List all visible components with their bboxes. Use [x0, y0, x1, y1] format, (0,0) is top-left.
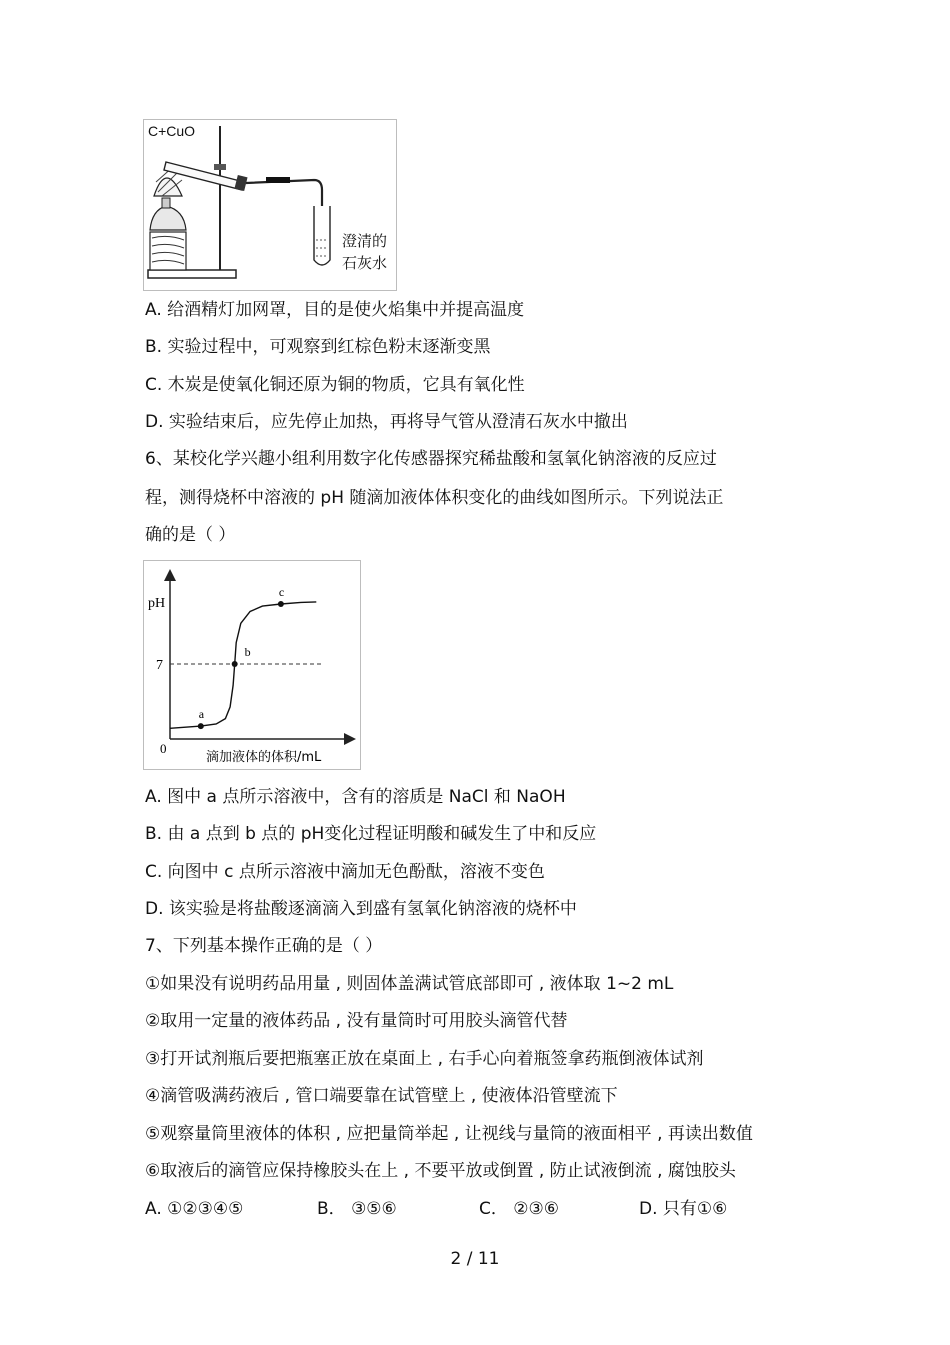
q6-stem-line2: 程，测得烧杯中溶液的 pH 随滴加液体体积变化的曲线如图所示。下列说法正 [145, 488, 724, 508]
point-label-b: b [244, 645, 251, 659]
reagent-label: C+CuO [148, 123, 196, 139]
q5-option-b: B. 实验过程中，可观察到红棕色粉末逐渐变黑 [145, 337, 491, 357]
ph-chart-svg [144, 561, 360, 769]
ph7-label: 7 [156, 658, 163, 673]
apparatus-drawing [144, 120, 396, 290]
solution-label-line1: 澄清的 [342, 232, 388, 250]
q7-item-1: ①如果没有说明药品用量 , 则固体盖满试管底部即可 , 液体取 1~2 mL [145, 974, 674, 994]
solution-label-line2: 石灰水 [342, 254, 388, 272]
q7-option-c: C． ②③⑥ [479, 1199, 559, 1219]
q7-option-b: B． ③⑤⑥ [317, 1199, 397, 1219]
apparatus-figure [143, 119, 397, 291]
q6-stem-line3: 确的是（ ） [145, 525, 236, 545]
q6-option-a: A. 图中 a 点所示溶液中，含有的溶质是 NaCl 和 NaOH [145, 787, 566, 807]
ph-chart [143, 560, 361, 770]
q6-stem-line1: 6、某校化学兴趣小组利用数字化传感器探究稀盐酸和氢氧化钠溶液的反应过 [145, 449, 717, 469]
q6-option-d: D. 该实验是将盐酸逐滴滴入到盛有氢氧化钠溶液的烧杯中 [145, 899, 577, 919]
q6-option-b: B. 由 a 点到 b 点的 pH变化过程证明酸和碱发生了中和反应 [145, 824, 597, 844]
q7-item-5: ⑤观察量筒里液体的体积 , 应把量筒举起 , 让视线与量筒的液面相平 , 再读出数值 [145, 1124, 753, 1144]
q5-option-a: A. 给酒精灯加网罩，目的是使火焰集中并提高温度 [145, 300, 525, 320]
x-axis-label: 滴加液体的体积/mL [206, 750, 322, 765]
q7-stem: 7、下列基本操作正确的是（ ） [145, 936, 383, 956]
q7-item-2: ②取用一定量的液体药品 , 没有量筒时可用胶头滴管代替 [145, 1011, 568, 1031]
q7-item-4: ④滴管吸满药液后 , 管口端要靠在试管壁上 , 使液体沿管壁流下 [145, 1086, 618, 1106]
q7-options [145, 1198, 825, 1220]
q5-option-d: D. 实验结束后，应先停止加热，再将导气管从澄清石灰水中撤出 [145, 412, 628, 432]
q7-option-d: D. 只有①⑥ [639, 1199, 728, 1219]
point-label-a: a [198, 707, 205, 722]
q7-option-a: A. ①②③④⑤ [145, 1199, 244, 1219]
q5-option-c: C. 木炭是使氧化铜还原为铜的物质，它具有氧化性 [145, 375, 525, 395]
y-axis-label: pH [148, 596, 166, 611]
q7-item-6: ⑥取液后的滴管应保持橡胶头在上 , 不要平放或倒置 , 防止试液倒流 , 腐蚀胶头 [145, 1161, 736, 1181]
point-a [198, 723, 204, 729]
q7-item-3: ③打开试剂瓶后要把瓶塞正放在桌面上 , 右手心向着瓶签拿药瓶倒液体试剂 [145, 1049, 704, 1069]
ph-curve [170, 602, 316, 728]
page-number: 2 / 11 [450, 1249, 500, 1269]
point-b [232, 661, 238, 667]
point-label-c: c [278, 585, 285, 599]
origin-label: 0 [160, 741, 167, 756]
point-c [278, 601, 284, 607]
q6-option-c: C. 向图中 c 点所示溶液中滴加无色酚酞，溶液不变色 [145, 862, 545, 882]
